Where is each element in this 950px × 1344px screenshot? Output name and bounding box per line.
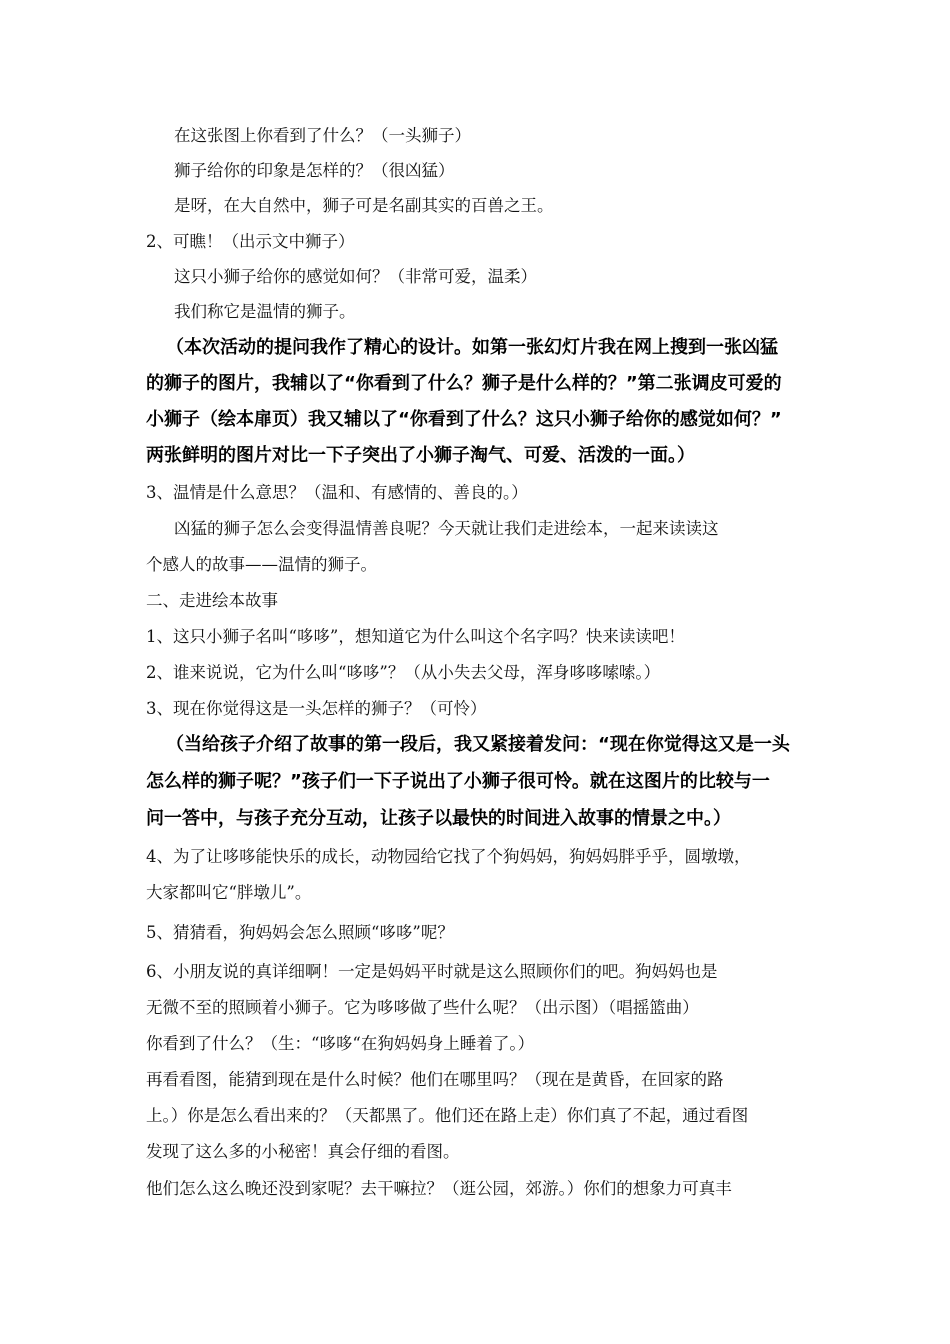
text-line: 大家都叫它“胖墩儿”。 [146, 883, 312, 902]
text-line: 2、可瞧！（出示文中狮子） [146, 232, 355, 251]
text-line: 3、温情是什么意思？（温和、有感情的、善良的。） [146, 483, 528, 502]
text-line: 6、小朋友说的真详细啊！一定是妈妈平时就是这么照顾你们的吧。狗妈妈也是 [146, 962, 718, 981]
section-heading: 二、走进绘本故事 [146, 591, 278, 610]
text-line: 2、谁来说说，它为什么叫“哆哆”？（从小失去父母，浑身哆哆嗦嗦。） [146, 663, 661, 682]
text-line: 无微不至的照顾着小狮子。它为哆哆做了些什么呢？（出示图）（唱摇篮曲） [146, 998, 699, 1017]
text-line: 发现了这么多的小秘密！真会仔细的看图。 [146, 1142, 460, 1161]
bold-note-line: 小狮子（绘本扉页）我又辅以了“你看到了什么？这只小狮子给你的感觉如何？” [146, 409, 782, 430]
text-line: 狮子给你的印象是怎样的？（很凶猛） [174, 161, 455, 180]
text-line: 再看看图，能猜到现在是什么时候？他们在哪里吗？（现在是黄昏，在回家的路 [146, 1070, 724, 1089]
bold-note-line: 问一答中，与孩子充分互动，让孩子以最快的时间进入故事的情景之中。） [146, 808, 731, 829]
bold-note-line: （本次活动的提问我作了精心的设计。如第一张幻灯片我在网上搜到一张凶猛 [166, 337, 778, 358]
text-line: 这只小狮子给你的感觉如何？（非常可爱，温柔） [174, 267, 537, 286]
bold-note-line: 的狮子的图片，我辅以了“你看到了什么？狮子是什么样的？”第二张调皮可爱的 [146, 373, 782, 394]
text-line: 3、现在你觉得这是一头怎样的狮子？（可怜） [146, 699, 487, 718]
text-line: 在这张图上你看到了什么？（一头狮子） [174, 126, 471, 145]
text-line: 我们称它是温情的狮子。 [174, 302, 356, 321]
bold-note-line: 两张鲜明的图片对比一下子突出了小狮子淘气、可爱、活泼的一面。） [146, 445, 695, 466]
bold-note-line: （当给孩子介绍了故事的第一段后，我又紧接着发问：“现在你觉得这又是一头 [166, 734, 790, 755]
text-line: 个感人的故事——温情的狮子。 [146, 555, 377, 574]
text-line: 凶猛的狮子怎么会变得温情善良呢？今天就让我们走进绘本，一起来读读这 [174, 519, 719, 538]
text-line: 是呀，在大自然中，狮子可是名副其实的百兽之王。 [174, 196, 554, 215]
text-line: 他们怎么这么晚还没到家呢？去干嘛拉？（逛公园，郊游。）你们的想象力可真丰 [146, 1179, 732, 1198]
text-line: 4、为了让哆哆能快乐的成长，动物园给它找了个狗妈妈，狗妈妈胖乎乎，圆墩墩， [146, 847, 751, 866]
text-line: 1、这只小狮子名叫“哆哆”，想知道它为什么叫这个名字吗？快来读读吧！ [146, 627, 685, 646]
bold-note-line: 怎么样的狮子呢？”孩子们一下子说出了小狮子很可怜。就在这图片的比较与一 [146, 771, 770, 792]
text-line: 5、猜猜看，狗妈妈会怎么照顾“哆哆”呢？ [146, 923, 454, 942]
text-line: 你看到了什么？（生：“哆哆“在狗妈妈身上睡着了。） [146, 1034, 535, 1053]
text-line: 上。）你是怎么看出来的？（天都黑了。他们还在路上走）你们真了不起，通过看图 [146, 1106, 749, 1125]
